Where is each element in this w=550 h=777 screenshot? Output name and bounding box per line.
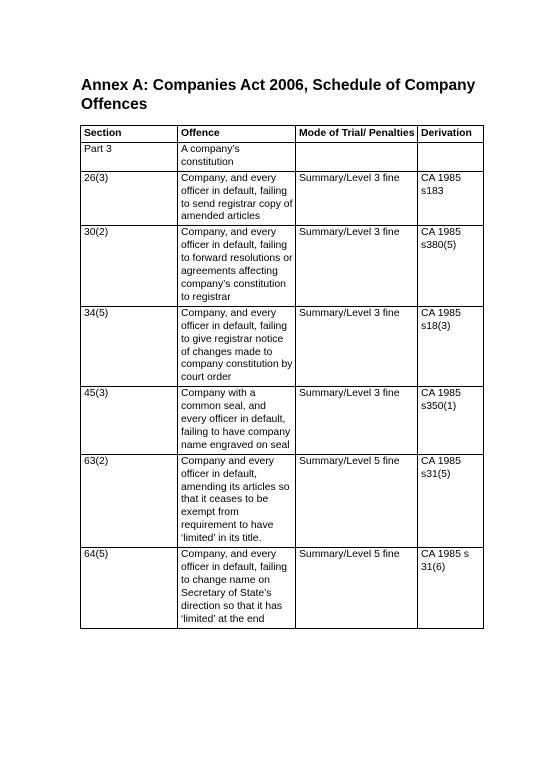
table-row: [81, 226, 484, 306]
cell-section: 26(3): [81, 171, 178, 226]
cell-section: 63(2): [81, 454, 178, 547]
cell-mode-of-trial: Summary/Level 5 fine: [296, 548, 418, 628]
cell-mode-of-trial: Summary/Level 3 fine: [296, 387, 418, 455]
table-row: [81, 548, 484, 628]
cell-derivation: CA 1985 s18(3): [418, 306, 484, 386]
cell-derivation: [418, 142, 484, 171]
cell-derivation: CA 1985 s380(5): [418, 226, 484, 306]
cell-mode-of-trial: Summary/Level 3 fine: [296, 226, 418, 306]
cell-section: 30(2): [81, 226, 178, 306]
cell-mode-of-trial: Summary/Level 3 fine: [296, 171, 418, 226]
offences-table: [80, 125, 484, 629]
cell-section: 64(5): [81, 548, 178, 628]
table-row: [81, 171, 484, 226]
cell-offence: A company’s constitution: [178, 142, 296, 171]
cell-mode-of-trial: [296, 142, 418, 171]
page-title: Annex A: Companies Act 2006, Schedule of Company Offences: [81, 77, 476, 113]
column-header-derivation: Derivation: [418, 126, 484, 143]
table-row: [81, 142, 484, 171]
column-header-section: Section: [81, 126, 178, 143]
table-row: [81, 454, 484, 547]
cell-offence: Company, and every officer in default, failing to send registrar copy of amended articles: [178, 171, 296, 226]
cell-section: Part 3: [81, 142, 178, 171]
table-row: [81, 387, 484, 455]
cell-derivation: CA 1985 s350(1): [418, 387, 484, 455]
cell-mode-of-trial: Summary/Level 3 fine: [296, 306, 418, 386]
cell-derivation: CA 1985 s183: [418, 171, 484, 226]
cell-section: 34(5): [81, 306, 178, 386]
cell-offence: Company with a common seal, and every officer in default, failing to have company name engraved on seal: [178, 387, 296, 455]
cell-section: 45(3): [81, 387, 178, 455]
cell-offence: Company, and every officer in default, failing to forward resolutions or agreements affecting company’s constitution to registrar: [178, 226, 296, 306]
cell-offence: Company, and every officer in default, failing to change name on Secretary of State’s direction so that it has ‘limited’ at the end: [178, 548, 296, 628]
column-header-mode-of-trial: Mode of Trial/ Penalties: [296, 126, 418, 143]
table-header-row: [81, 126, 484, 143]
cell-offence: Company and every officer in default, amending its articles so that it ceases to be exempt from requirement to have ‘limited’ in its title.: [178, 454, 296, 547]
cell-mode-of-trial: Summary/Level 5 fine: [296, 454, 418, 547]
table-row: [81, 306, 484, 386]
column-header-offence: Offence: [178, 126, 296, 143]
cell-derivation: CA 1985 s 31(6): [418, 548, 484, 628]
cell-derivation: CA 1985 s31(5): [418, 454, 484, 547]
cell-offence: Company, and every officer in default, failing to give registrar notice of changes made to company constitution by court order: [178, 306, 296, 386]
